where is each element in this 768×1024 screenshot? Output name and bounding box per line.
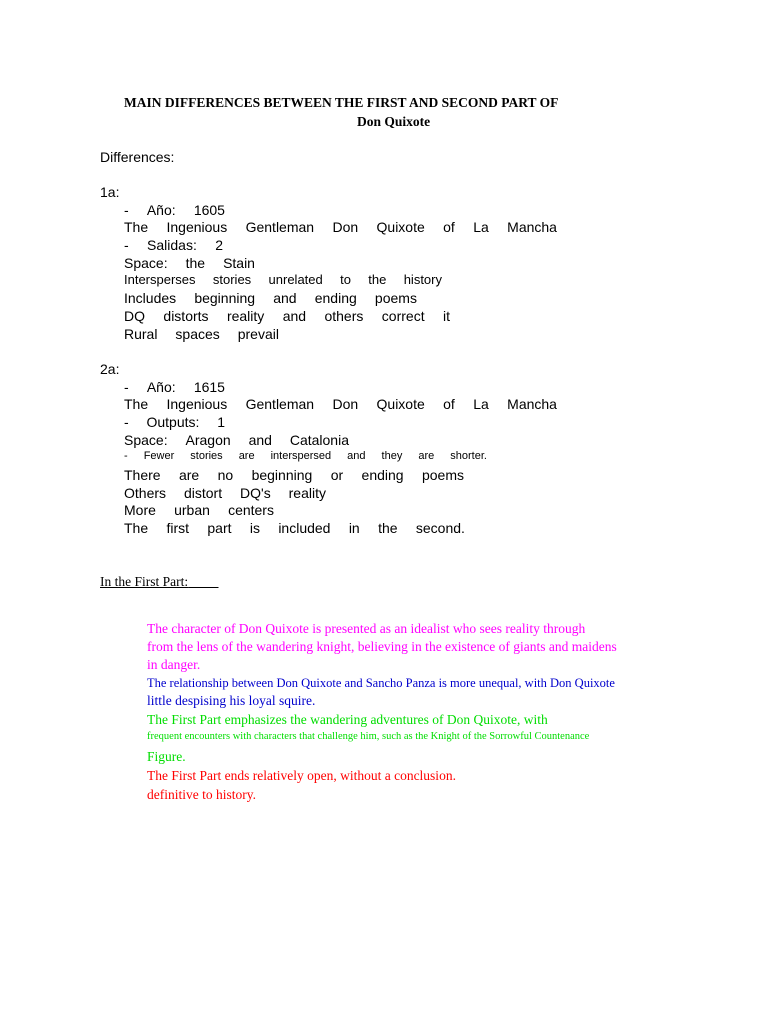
part2-label: 2a:	[100, 361, 120, 377]
document-subtitle: Don Quixote	[357, 114, 431, 129]
ending-line-1: The First Part ends relatively open, without a conclusion.	[147, 768, 456, 783]
part2-row-included: The first part is included in the second.	[124, 520, 465, 536]
part1-row-outings: - Salidas: 2	[124, 237, 223, 253]
part2-row-reality: Others distort DQ's reality	[124, 485, 326, 501]
part1-row-rural: Rural spaces prevail	[124, 326, 279, 342]
character-line-3: in danger.	[147, 657, 201, 672]
ending-line-2: definitive to history.	[147, 787, 256, 802]
part2-row-urban: More urban centers	[124, 502, 274, 518]
part1-label: 1a:	[100, 184, 120, 200]
part1-row-space: Space: the Stain	[124, 255, 255, 271]
adventures-line-3: Figure.	[147, 749, 186, 764]
part1-row-reality: DQ distorts reality and others correct it	[124, 308, 450, 324]
heading-underline-fill	[188, 574, 218, 589]
character-line-2: from the lens of the wandering knight, believing in the existence of giants and maidens	[147, 639, 617, 654]
part2-row-outputs: - Outputs: 1	[124, 414, 225, 430]
part1-row-title: The Ingenious Gentleman Don Quixote of La Mancha	[124, 219, 557, 235]
part2-row-stories: - Fewer stories are interspersed and they are shorter.	[124, 450, 487, 462]
character-line-1: The character of Don Quixote is presented as an idealist who sees reality through	[147, 621, 586, 636]
document-title: MAIN DIFFERENCES BETWEEN THE FIRST AND SECOND PART OF	[124, 95, 559, 110]
first-part-heading: In the First Part:	[100, 574, 219, 590]
part1-row-poems: Includes beginning and ending poems	[124, 290, 417, 306]
differences-label: Differences:	[100, 149, 175, 165]
part2-row-space: Space: Aragon and Catalonia	[124, 432, 349, 448]
relationship-line-1: The relationship between Don Quixote and Sancho Panza is more unequal, with Don Quixote	[147, 676, 615, 690]
relationship-line-2: little despising his loyal squire.	[147, 693, 316, 708]
part1-row-year: - Año: 1605	[124, 202, 225, 218]
part1-row-stories: Intersperses stories unrelated to the history	[124, 272, 442, 287]
adventures-line-2: frequent encounters with characters that challenge him, such as the Knight of the Sorrowful Countenance	[147, 731, 590, 742]
part2-row-poems: There are no beginning or ending poems	[124, 467, 464, 483]
part2-row-year: - Año: 1615	[124, 379, 225, 395]
adventures-line-1: The First Part emphasizes the wandering adventures of Don Quixote, with	[147, 712, 548, 727]
part2-row-title: The Ingenious Gentleman Don Quixote of La Mancha	[124, 396, 557, 412]
